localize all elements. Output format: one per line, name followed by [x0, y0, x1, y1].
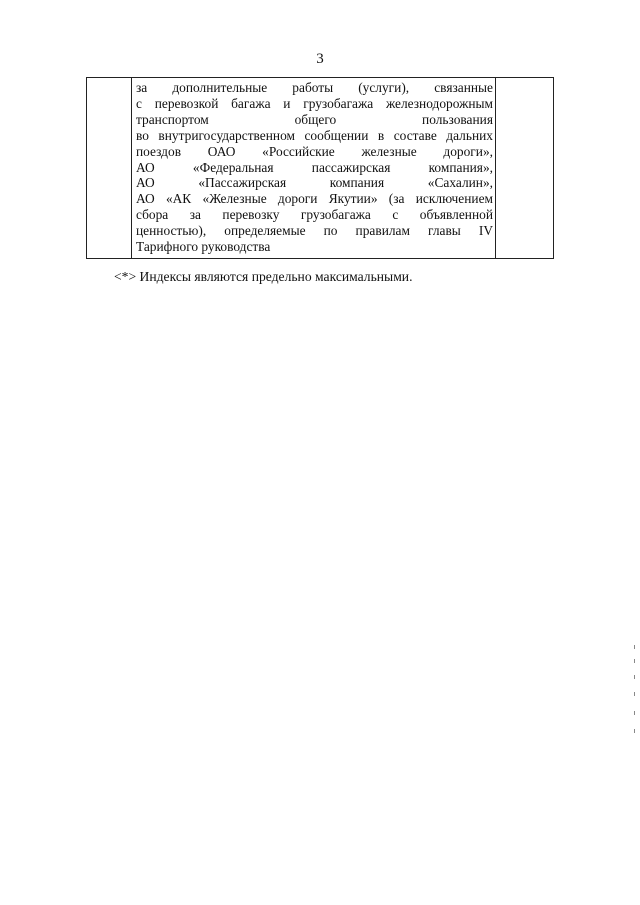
description-line: поездов ОАО «Российские железные дороги», [136, 143, 493, 159]
description-line: сбора за перевозку грузобагажа с объявленной [136, 207, 493, 223]
description-line: с перевозкой багажа и грузобагажа железнодорожным [136, 95, 493, 111]
footnote: <*> Индексы являются предельно максимальными. [114, 269, 413, 284]
description-line: Тарифного руководства [136, 239, 271, 255]
description-line: во внутригосударственном сообщении в составе дальних [136, 127, 493, 143]
description-line: транспортом общего пользования [136, 111, 493, 127]
table-cell-index [87, 78, 132, 258]
table-cell-index-value [495, 78, 553, 258]
scan-artifact [634, 645, 638, 745]
description-line: ценностью), определяемые по правилам главы IV [136, 223, 493, 239]
description-line: АО «Федеральная пассажирская компания», [136, 159, 493, 175]
tariff-table [86, 77, 554, 259]
table-cell-description [136, 80, 493, 255]
description-line: АО «Пассажирская компания «Сахалин», [136, 175, 493, 191]
description-line: за дополнительные работы (услуги), связанные [136, 80, 493, 95]
page-number: 3 [316, 51, 324, 67]
description-line: АО «АК «Железные дороги Якутии» (за исключением [136, 191, 493, 207]
